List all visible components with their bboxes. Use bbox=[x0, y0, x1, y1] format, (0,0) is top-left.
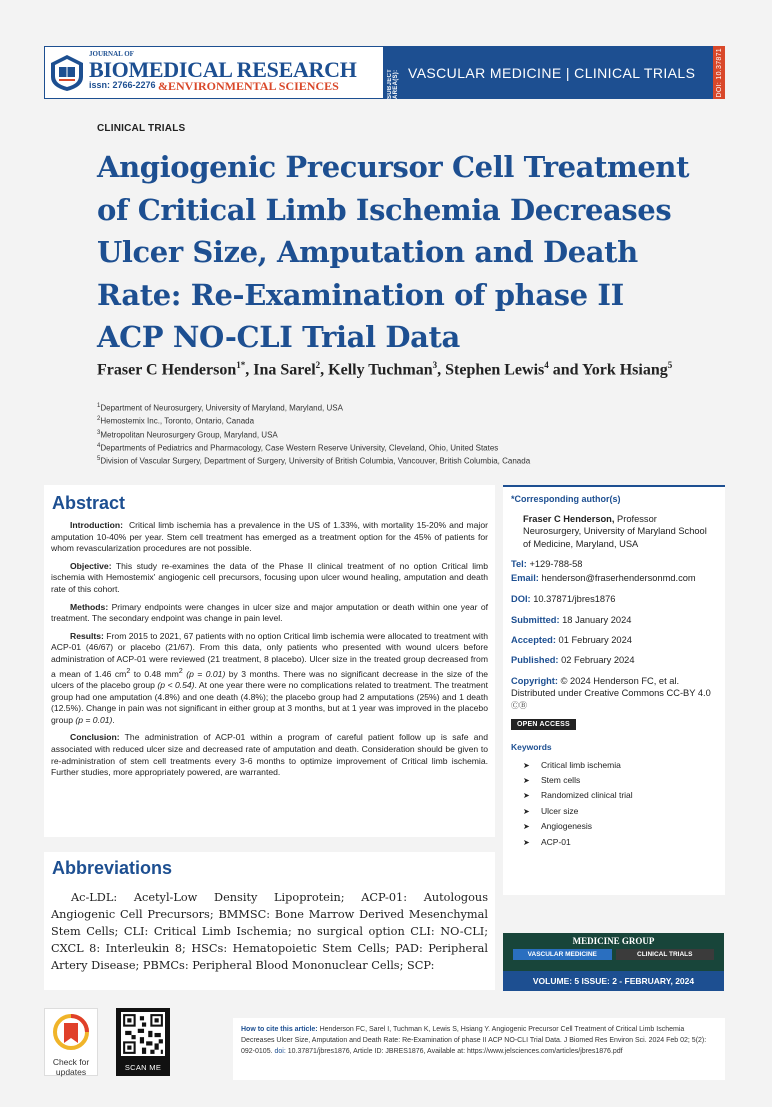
author-name: Fraser C Henderson bbox=[97, 361, 237, 379]
article-info-sidebar bbox=[503, 485, 725, 895]
subject-area-label: SUBJECT AREA(S): bbox=[387, 68, 399, 99]
copyright-line: Copyright: © 2024 Henderson FC, et al. Distributed under Creative Commons CC-BY 4.0 ⒸⒷ bbox=[511, 675, 711, 711]
arrow-bullet-icon: ➤ bbox=[523, 775, 530, 785]
logo-journal-of: JOURNAL OF bbox=[89, 50, 134, 58]
arrow-bullet-icon: ➤ bbox=[523, 760, 530, 770]
journal-logo[interactable] bbox=[44, 46, 384, 99]
keyword-item: ➤ Ulcer size bbox=[523, 804, 717, 819]
keyword-item: ➤ Randomized clinical trial bbox=[523, 788, 717, 803]
section-label: CLINICAL TRIALS bbox=[97, 123, 186, 134]
affiliation-item: $^4$Departments of Pediatrics and Pharmacology, Case Western Reserve University, Cleveland, Ohio, United States bbox=[97, 442, 499, 453]
author-list: Fraser C Henderson$^{1*}$, Ina Sarel$^2$, Kelly Tuchman$^3$, Stephen Lewis$^4$ and York Hsiang$^5$ bbox=[97, 360, 673, 379]
keywords-heading: Keywords bbox=[511, 741, 552, 752]
volume-issue: VOLUME: 5 ISSUE: 2 - FEBRUARY, 2024 bbox=[503, 971, 724, 991]
banner-title: VASCULAR MEDICINE | CLINICAL TRIALS bbox=[408, 64, 696, 81]
open-access-badge: OPEN ACCESS bbox=[511, 719, 576, 730]
affiliation-item: $^3$Metropolitan Neurosurgery Group, Maryland, USA bbox=[97, 429, 278, 440]
check-updates-label: Check for updates bbox=[52, 1057, 90, 1077]
how-to-cite: How to cite this article: Henderson FC, Sarel I, Tuchman K, Lewis S, Hsiang Y. Angiogenic Precursor Cell Treatment of Critical Limb Ischemia Decreases Ulcer Size, Amputation and Death Rate: Re-Examination of phase II ACP NO-CLI Trial Data. J Biomed Res Environ Sci. 2024 Feb 02; 5(2): 092-0105. doi: 10.37871/jbres1876, Article ID: JBRES1876, Available at: https://www.jelsciences.com/articles/jbres1876.pdf bbox=[233, 1018, 725, 1080]
check-updates-icon bbox=[52, 1013, 90, 1051]
abstract-heading: Abstract bbox=[52, 493, 126, 513]
submitted-line: Submitted: 18 January 2024 bbox=[511, 614, 632, 625]
journal-emblem-icon bbox=[49, 53, 85, 93]
email-line[interactable]: Email: henderson@fraserhendersonmd.com bbox=[511, 573, 696, 584]
arrow-bullet-icon: ➤ bbox=[523, 822, 530, 832]
keyword-item: ➤ ACP-01 bbox=[523, 835, 717, 850]
tel-line: Tel: +129-788-58 bbox=[511, 558, 583, 569]
check-for-updates-button[interactable] bbox=[44, 1008, 98, 1076]
logo-journal-main: BIOMEDICAL RESEARCH bbox=[89, 57, 357, 82]
keywords-list bbox=[523, 758, 717, 850]
abbreviations-panel bbox=[44, 852, 495, 990]
affiliation-list bbox=[97, 401, 717, 467]
abbreviations-heading: Abbreviations bbox=[52, 858, 173, 878]
doi-vertical: DOI: 10.37871 bbox=[713, 46, 725, 99]
abstract-conclusion: Conclusion: The administration of ACP-01 within a program of careful patient follow up is safe and associated with reduced ulcer size and decreased rate of amputation and death. Consideration should be given to re-administration of stem cell treatments every 3-6 months to optimize improvement of Critical limb ischemia. Further studies, more appropriately powered, are warranted. bbox=[51, 732, 488, 778]
keyword-item: ➤ Angiogenesis bbox=[523, 819, 717, 834]
cc-by-icon: ⒸⒷ bbox=[511, 701, 527, 711]
abstract-methods: Methods: Primary endpoints were changes in ulcer size and major amputation or death within one year of treatment. The secondary endpoint was change in pain level. bbox=[51, 601, 489, 624]
abbreviations-text: Ac-LDL: Acetyl-Low Density Lipoprotein; ACP-01: Autologous Angiogenic Cell Precursors; BMMSC: Bone Marrow Derived Mesenchymal Stem Cells; CLI: Critical Limb Ischemia; no surgical option CLI: NO-CLI; CXCL 8: Interleukin 8; HSCs: Hematopoietic Stem Cells; PAD: Peripheral Artery Disease; PBMCs: Peripheral Blood Mononuclear Cells; SCP: bbox=[51, 891, 488, 972]
logo-issn: issn: 2766-2276 bbox=[89, 80, 156, 90]
logo-journal-sub: &ENVIRONMENTAL SCIENCES bbox=[158, 79, 339, 93]
accepted-line: Accepted: 01 February 2024 bbox=[511, 635, 632, 646]
arrow-bullet-icon: ➤ bbox=[523, 806, 530, 816]
abstract-panel bbox=[44, 485, 495, 837]
corresponding-author: Fraser C Henderson, Professor Neurosurgery, University of Maryland School of Medicine, Maryland, USA bbox=[523, 514, 707, 549]
keyword-item: ➤ Critical limb ischemia bbox=[523, 758, 717, 773]
corresponding-heading: *Corresponding author(s) bbox=[511, 494, 621, 504]
author-name: York Hsiang bbox=[581, 361, 668, 379]
affiliation-item: $^1$Department of Neurosurgery, University of Maryland, Maryland, USA bbox=[97, 403, 343, 413]
published-line: Published: 02 February 2024 bbox=[511, 655, 635, 666]
tag-vascular-medicine[interactable]: VASCULAR MEDICINE bbox=[513, 949, 612, 960]
keyword-item: ➤ Stem cells bbox=[523, 773, 717, 788]
abstract-results: Results: From 2015 to 2021, 67 patients with no option Critical limb ischemia were allocated to treatment with ACP-01 (46/67) or placebo (21/67). From this data, only patients who presented with wound ulcers before administration of ACP-01 were reviewed (21 treatment, 8 placebo). Ulcer size in the treated group decreased from a mean of 1.46 $cm^2$ to 0.48 $mm^2$ (p = 0.01) by 3 months. There was no significant decrease in the size of the ulcers of the placebo group (p < 0.54). At one year there were no complications related to treatment. The treatment group had one amputation (4.8%) and one death (4.8%); the placebo group had 2 amputations (25%) and 1 death (12.5%). Change in pain was not significant in either group at 3 months, but at 1 year was improved in the placebo group (p = 0.01). bbox=[51, 630, 489, 725]
journal-banner bbox=[44, 46, 725, 99]
medicine-group-box bbox=[503, 933, 724, 991]
qr-code-icon bbox=[121, 1012, 165, 1056]
arrow-bullet-icon: ➤ bbox=[523, 837, 530, 847]
abstract-introduction: Introduction: Critical limb ischemia has a prevalence in the US of 1.33%, with mortality 15-20% and major amputation 10-40% per year. Stem cell treatment has emerged as a treatment option for the 45% of patients for whom revascularization procedures are not possible. bbox=[51, 520, 488, 554]
affiliation-item: $^2$Hemostemix Inc., Toronto, Ontario, Canada bbox=[97, 416, 255, 426]
tag-clinical-trials[interactable]: CLINICAL TRIALS bbox=[616, 949, 715, 960]
author-name: Ina Sarel bbox=[253, 361, 316, 379]
scan-me-label: SCAN ME bbox=[124, 1063, 162, 1072]
qr-code-block[interactable] bbox=[116, 1008, 170, 1076]
arrow-bullet-icon: ➤ bbox=[523, 791, 530, 801]
affiliation-item: $^5$Division of Vascular Surgery, Department of Surgery, University of British Columbia, Vancouver, British Columbia, Canada bbox=[97, 456, 531, 466]
abstract-objective: Objective: This study re-examines the data of the Phase II clinical treatment of no option Critical limb ischemia with Hemostemix' angiogenic cell precursors, focusing upon ulcer wound healing, amputation and death rate of this cohort. bbox=[51, 560, 488, 594]
author-name: Kelly Tuchman bbox=[328, 361, 433, 379]
group-title: MEDICINE GROUP bbox=[572, 936, 655, 946]
doi-line[interactable]: DOI: 10.37871/jbres1876 bbox=[511, 594, 616, 605]
article-title: Angiogenic Precursor Cell Treatment of Critical Limb Ischemia Decreases Ulcer Size, Amputation and Death Rate: Re-Examination of phase II ACP NO-CLI Trial Data bbox=[97, 150, 690, 354]
author-name: Stephen Lewis bbox=[445, 361, 545, 379]
